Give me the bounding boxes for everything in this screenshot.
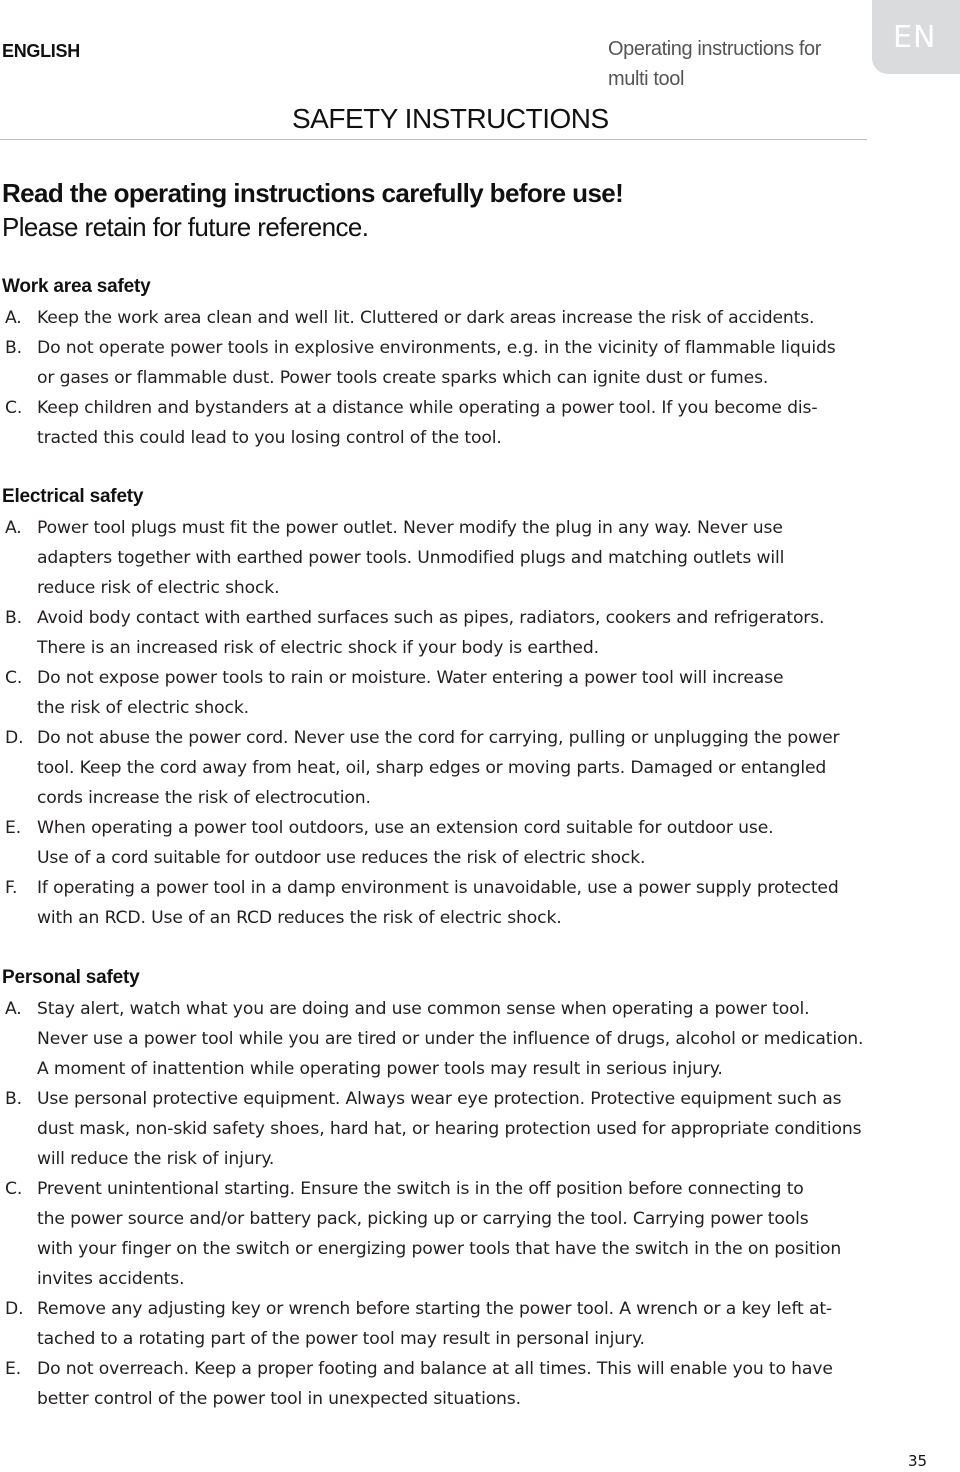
personal-heading: Personal safety — [2, 967, 140, 988]
personal-item-a — [0, 994, 900, 1084]
work-area-item-c — [0, 393, 900, 453]
item-line: the risk of electric shock. — [37, 698, 249, 718]
item-line: with an RCD. Use of an RCD reduces the risk of electric shock. — [37, 908, 562, 928]
electrical-item-e — [0, 813, 900, 873]
item-letter: C. — [5, 1179, 23, 1199]
item-line: Avoid body contact with earthed surfaces such as pipes, radiators, cookers and refrigerators. — [37, 608, 825, 628]
item-line: When operating a power tool outdoors, use an extension cord suitable for outdoor use. — [37, 818, 774, 838]
item-line: tracted this could lead to you losing control of the tool. — [37, 428, 502, 448]
work-area-heading: Work area safety — [2, 276, 151, 297]
item-letter: A. — [5, 308, 22, 328]
work-area-item-a — [0, 303, 900, 333]
item-line: There is an increased risk of electric shock if your body is earthed. — [37, 638, 599, 658]
item-letter: E. — [5, 818, 22, 838]
item-line: Prevent unintentional starting. Ensure the switch is in the off position before connecting to — [37, 1179, 804, 1199]
work-area-item-b — [0, 333, 900, 393]
item-letter: D. — [5, 1299, 24, 1319]
item-line: Do not expose power tools to rain or moisture. Water entering a power tool will increase — [37, 668, 784, 688]
page-title: SAFETY INSTRUCTIONS — [292, 103, 609, 134]
item-line: Stay alert, watch what you are doing and use common sense when operating a power tool. — [37, 999, 810, 1019]
header-divider — [0, 139, 867, 140]
item-line: the power source and/or battery pack, picking up or carrying the tool. Carrying power tools — [37, 1209, 809, 1229]
item-line: invites accidents. — [37, 1269, 185, 1289]
item-line: Do not operate power tools in explosive environments, e.g. in the vicinity of flammable liquids — [37, 338, 836, 358]
item-letter: A. — [5, 518, 22, 538]
item-line: Never use a power tool while you are tired or under the influence of drugs, alcohol or medication. — [37, 1029, 864, 1049]
item-line: Remove any adjusting key or wrench before starting the power tool. A wrench or a key left at- — [37, 1299, 832, 1319]
personal-item-b — [0, 1084, 900, 1174]
item-letter: D. — [5, 728, 24, 748]
item-letter: A. — [5, 999, 22, 1019]
item-line: with your finger on the switch or energizing power tools that have the switch in the on position — [37, 1239, 842, 1259]
item-line: Use of a cord suitable for outdoor use reduces the risk of electric shock. — [37, 848, 646, 868]
item-letter: C. — [5, 398, 23, 418]
language-tab-label: EN — [893, 20, 937, 55]
item-letter: E. — [5, 1359, 22, 1379]
item-line: Power tool plugs must fit the power outlet. Never modify the plug in any way. Never use — [37, 518, 783, 538]
item-line: reduce risk of electric shock. — [37, 578, 280, 598]
lead-notice — [2, 176, 623, 244]
item-letter: B. — [5, 608, 22, 628]
item-line: Keep the work area clean and well lit. Cluttered or dark areas increase the risk of accidents. — [37, 308, 815, 328]
electrical-item-a — [0, 513, 900, 603]
item-letter: B. — [5, 1089, 22, 1109]
item-line: will reduce the risk of injury. — [37, 1149, 275, 1169]
lead-line-2: Please retain for future reference. — [2, 212, 369, 242]
item-line: tached to a rotating part of the power tool may result in personal injury. — [37, 1329, 645, 1349]
item-line: better control of the power tool in unexpected situations. — [37, 1389, 521, 1409]
electrical-item-c — [0, 663, 900, 723]
item-line: adapters together with earthed power tools. Unmodified plugs and matching outlets will — [37, 548, 785, 568]
personal-item-e — [0, 1354, 900, 1414]
page-number: 35 — [908, 1452, 928, 1470]
personal-item-d — [0, 1294, 900, 1354]
item-line: Keep children and bystanders at a distance while operating a power tool. If you become dis- — [37, 398, 818, 418]
document-subtitle: Operating instructions for multi tool — [608, 38, 822, 90]
electrical-item-f — [0, 873, 900, 933]
electrical-item-b — [0, 603, 900, 663]
electrical-heading: Electrical safety — [2, 486, 144, 507]
item-line: dust mask, non-skid safety shoes, hard hat, or hearing protection used for appropriate conditions — [37, 1119, 862, 1139]
item-line: cords increase the risk of electrocution. — [37, 788, 371, 808]
item-letter: B. — [5, 338, 22, 358]
lead-line-1: Read the operating instructions carefully before use! — [2, 178, 624, 208]
language-tab — [872, 0, 960, 74]
item-line: Do not overreach. Keep a proper footing and balance at all times. This will enable you to have — [37, 1359, 833, 1379]
language-label: ENGLISH — [2, 41, 80, 61]
item-line: or gases or flammable dust. Power tools create sparks which can ignite dust or fumes. — [37, 368, 769, 388]
electrical-item-d — [0, 723, 900, 813]
item-line: tool. Keep the cord away from heat, oil, sharp edges or moving parts. Damaged or entangled — [37, 758, 827, 778]
item-letter: F. — [5, 878, 18, 898]
personal-item-c — [0, 1174, 900, 1294]
item-line: A moment of inattention while operating power tools may result in serious injury. — [37, 1059, 723, 1079]
item-line: Do not abuse the power cord. Never use the cord for carrying, pulling or unplugging the power — [37, 728, 840, 748]
item-line: If operating a power tool in a damp environment is unavoidable, use a power supply protected — [37, 878, 839, 898]
item-letter: C. — [5, 668, 23, 688]
item-line: Use personal protective equipment. Always wear eye protection. Protective equipment such as — [37, 1089, 842, 1109]
